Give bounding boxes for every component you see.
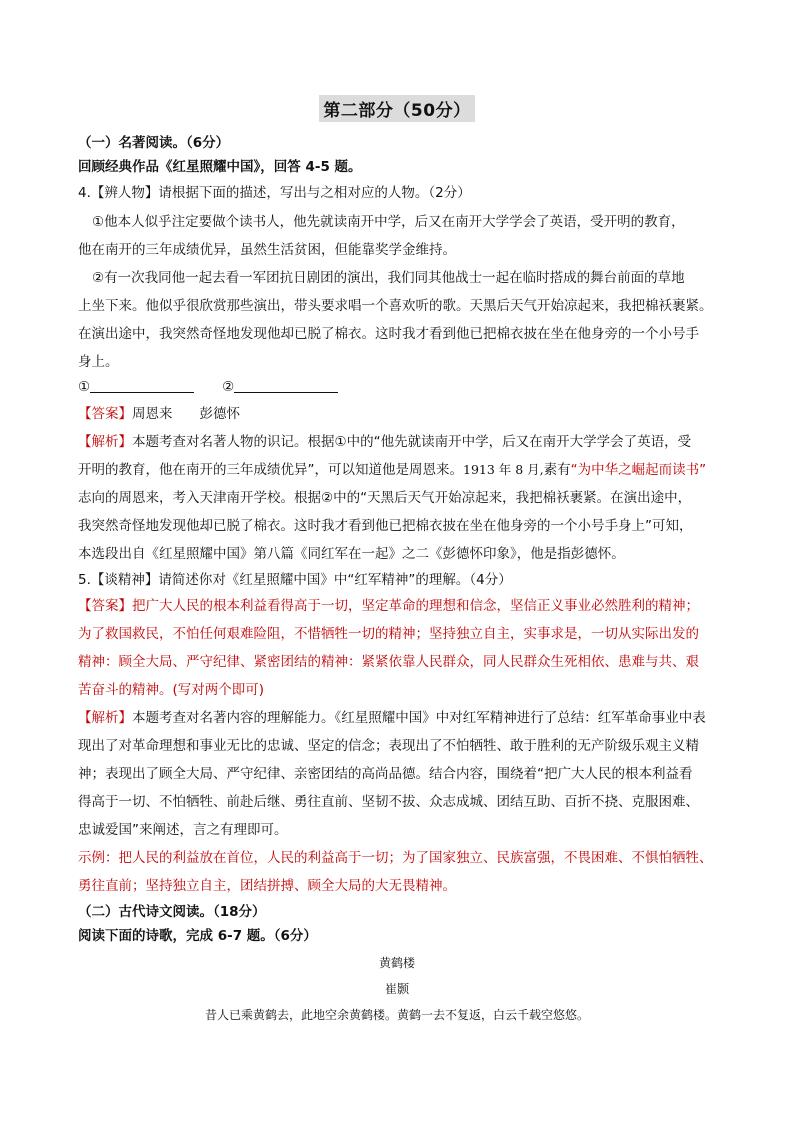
q4-analysis-line: 我突然奇怪地发现他却已脱了棉衣。这时我才看到他已把棉衣披在坐在他身旁的一个小号手身上”可知，	[78, 518, 693, 534]
analysis-date: 1913 年 8 月,	[463, 462, 544, 477]
analysis-tag: 【解析】	[78, 710, 132, 726]
section1-intro: 回顾经典作品《红星照耀中国》，回答 4-5 题。	[78, 159, 362, 175]
answer-blank-2[interactable]	[234, 378, 338, 393]
answer-text: 周恩来 彭德怀	[132, 406, 240, 422]
q5-analysis-line: 忠诚爱国”来阐述，言之有理即可。	[78, 822, 288, 838]
q4-passage2-line: 在演出途中，我突然奇怪地发现他却已脱了棉衣。这时我才看到他已把棉衣披在坐在他身旁的一个小号手	[78, 326, 699, 342]
section2-intro: 阅读下面的诗歌，完成 6-7 题。（6分）	[78, 928, 317, 944]
q4-analysis-line: 本选段出自《红星照耀中国》第八篇《同红军在一起》之二《彭德怀印象》，他是指彭德怀。	[78, 546, 625, 562]
poem-title: 黄鹤楼	[378, 956, 415, 970]
q4-passage1-line: ①他本人似乎注定要做个读书人，他先就读南开中学，后又在南开大学学会了英语，受开明的教育，	[92, 214, 685, 230]
answer-text: 把广大人民的根本利益看得高于一切，坚定革命的理想和信念，坚信正义事业必然胜利的精神；	[132, 598, 699, 614]
section1-heading: （一）名著阅读。（6分）	[78, 135, 230, 151]
q5-answer-line: 苦奋斗的精神。(写对两个即可)	[78, 682, 265, 698]
q4-answer-blanks	[78, 377, 728, 397]
q5-example-line: 示例：把人民的利益放在首位，人民的利益高于一切；为了国家独立、民族富强，不畏困难、不惧怕牺牲、	[78, 850, 713, 866]
q5-analysis-line: 神；表现出了顾全大局、严守纪律、亲密团结的高尚品德。结合内容，围绕着“把广大人民的根本利益看	[78, 766, 693, 782]
poem-line: 昔人已乘黄鹤去，此地空余黄鹤楼。黄鹤一去不复返，白云千载空悠悠。	[204, 1008, 589, 1022]
section2-heading: （二）古代诗文阅读。（18分）	[78, 904, 266, 920]
analysis-text: 素有	[543, 462, 571, 478]
page-title: 第二部分（50分）	[319, 95, 474, 122]
q5-analysis-line: 现出了对革命理想和事业无比的忠诚、坚定的信念；表现出了不怕牺牲、敢于胜利的无产阶级乐观主义精	[78, 738, 699, 754]
answer-blank-1[interactable]	[90, 378, 194, 393]
q5-answer-line: 精神：顾全大局、严守纪律、紧密团结的精神：紧紧依靠人民群众，同人民群众生死相依、患难与共、艰	[78, 654, 699, 670]
q4-passage2-line: 身上。	[78, 354, 119, 370]
q4-analysis-line: 志向的周恩来，考入天津南开学校。根据②中的“天黑后天气开始凉起来，我把棉袄裹紧。在演出途中，	[78, 490, 692, 506]
q5-example-line: 勇往直前；坚持独立自主，团结拼搏、顾全大局的大无畏精神。	[78, 878, 456, 894]
q4-passage1-line: 他在南开的三年成绩优异，虽然生活贫困，但能靠奖学金维持。	[78, 242, 456, 258]
analysis-text: 本题考查对名著内容的理解能力。《红星照耀中国》中对红军精神进行了总结：红军革命事业中表	[132, 710, 706, 726]
poem-author: 崔颢	[384, 982, 409, 996]
blank1-label: ①	[78, 379, 91, 395]
q5-analysis-line: 得高于一切、不怕牺牲、前赴后继、勇往直前、坚韧不拔、众志成城、团结互助、百折不挠、克服困难、	[78, 794, 699, 810]
q4-passage2-line: 上坐下来。他似乎很欣赏那些演出，带头要求唱一个喜欢听的歌。天黑后天气开始凉起来，我把棉袄裹紧。	[78, 298, 713, 314]
q5-answer-line: 为了救国救民，不怕任何艰难险阻，不惜牺牲一切的精神；坚持独立自主，实事求是，一切从实际出发的	[78, 626, 699, 642]
analysis-tag: 【解析】	[78, 434, 132, 450]
q4-analysis-line	[78, 460, 728, 480]
q5-stem: 5.【谈精神】请简述你对《红星照耀中国》中“红军精神”的理解。（4分）	[78, 572, 512, 588]
q5-analysis-line	[78, 708, 728, 728]
analysis-text: 本题考查对名著人物的识记。根据①中的“他先就读南开中学，后又在南开大学学会了英语，受	[132, 434, 692, 450]
q4-stem: 4.【辨人物】请根据下面的描述，写出与之相对应的人物。（2分）	[78, 185, 471, 201]
analysis-quote: “为中华之崛起而读书”	[570, 462, 707, 478]
analysis-text: 开明的教育，他在南开的三年成绩优异”，可以知道他是周恩来。	[78, 462, 463, 478]
q4-passage2-line: ②有一次我同他一起去看一军团抗日剧团的演出，我们同其他战士一起在临时搭成的舞台前面的草地	[92, 270, 685, 286]
q4-analysis-line	[78, 432, 728, 452]
answer-tag: 【答案】	[78, 406, 132, 422]
q5-answer-line	[78, 596, 728, 616]
blank2-label: ②	[222, 379, 235, 395]
answer-tag: 【答案】	[78, 598, 132, 614]
q4-answer	[78, 404, 728, 424]
